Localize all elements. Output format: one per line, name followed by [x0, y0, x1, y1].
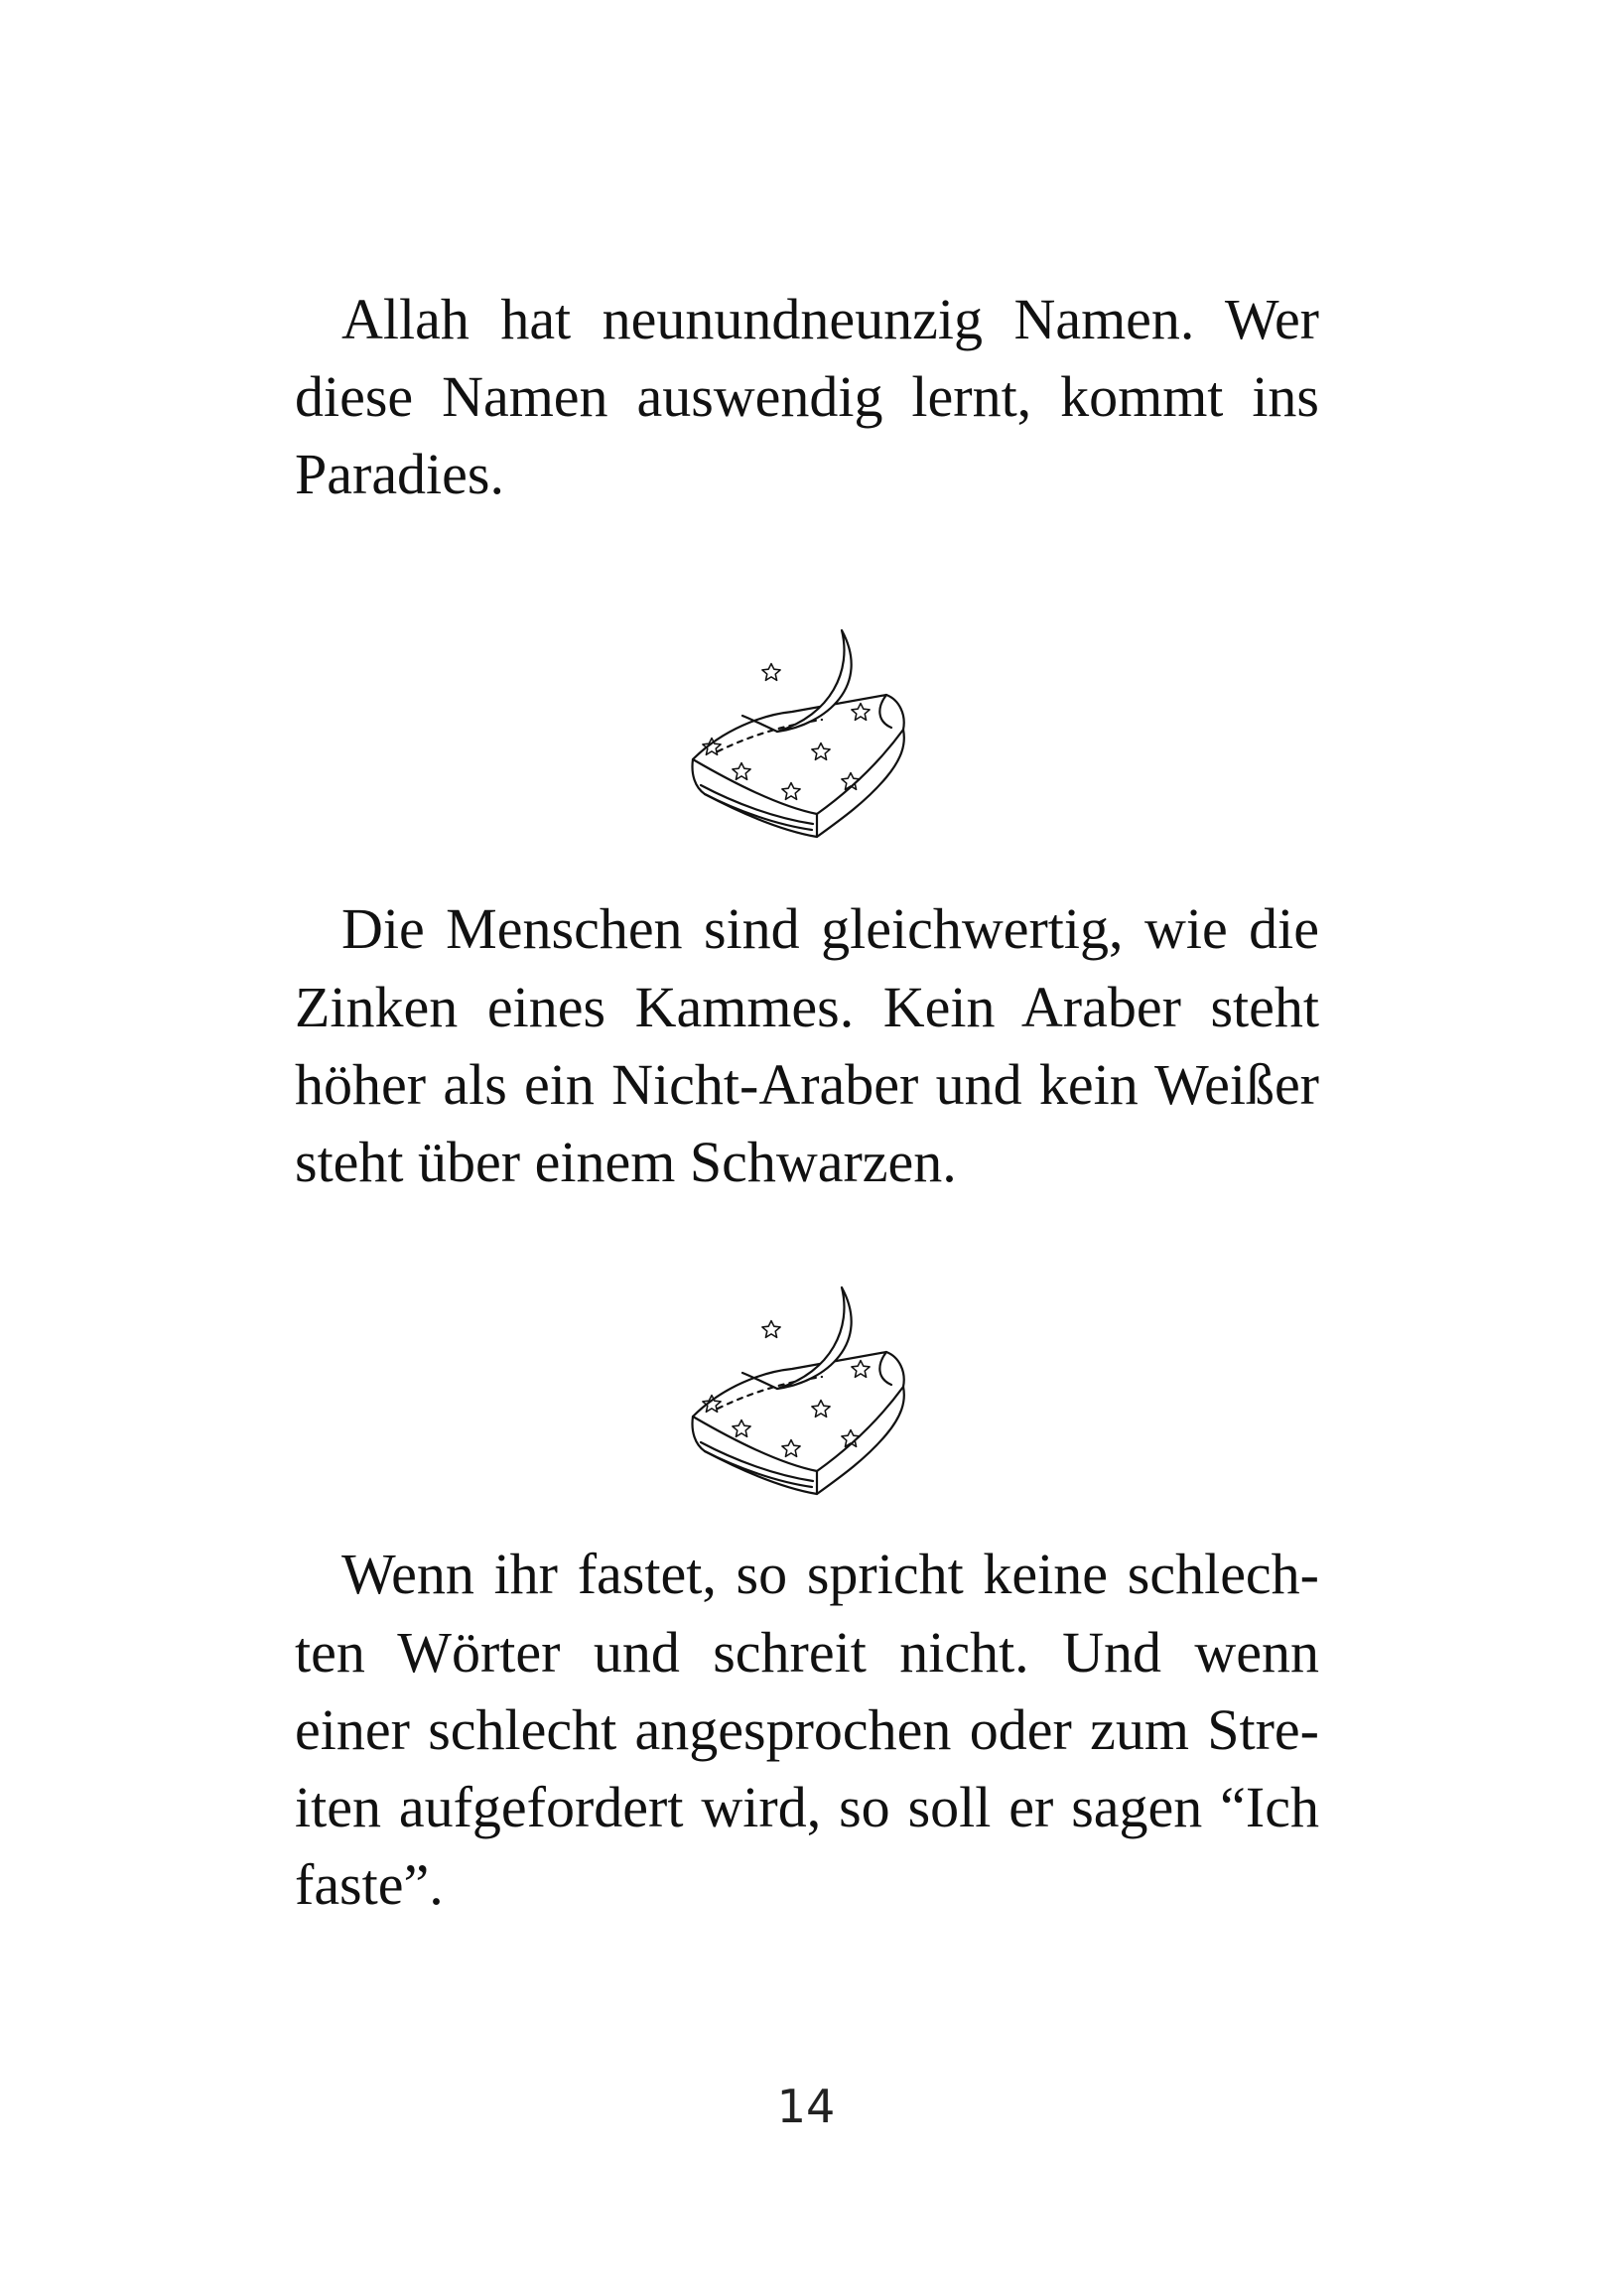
crescent-moon-on-star-book-icon — [683, 1278, 921, 1506]
paragraph-line: Wenn ihr fastet, so spricht keine schlech- — [341, 1542, 1319, 1606]
paragraph-line: einer schlecht angesprochen oder zum Stre- — [295, 1697, 1319, 1762]
paragraph-line: höher als ein Nicht-Araber und kein Weißer — [295, 1052, 1319, 1117]
paragraph-line: Allah hat neunundneunzig Namen. Wer — [341, 287, 1319, 351]
paragraph-line: Paradies. — [295, 442, 504, 506]
crescent-moon-on-star-book-icon — [683, 620, 921, 849]
page-number: 14 — [776, 2080, 836, 2133]
paragraph-line: faste”. — [295, 1852, 444, 1917]
paragraph-line: Zinken eines Kammes. Kein Araber steht — [295, 975, 1319, 1039]
paragraph-line: Die Menschen sind gleichwertig, wie die — [341, 896, 1319, 961]
paragraph-line: steht über einem Schwarzen. — [295, 1130, 957, 1194]
paragraph-line: iten aufgefordert wird, so soll er sagen “Ich — [295, 1775, 1319, 1839]
paragraph-line: ten Wörter und schreit nicht. Und wenn — [295, 1620, 1319, 1685]
paragraph-line: diese Namen auswendig lernt, kommt ins — [295, 364, 1319, 429]
